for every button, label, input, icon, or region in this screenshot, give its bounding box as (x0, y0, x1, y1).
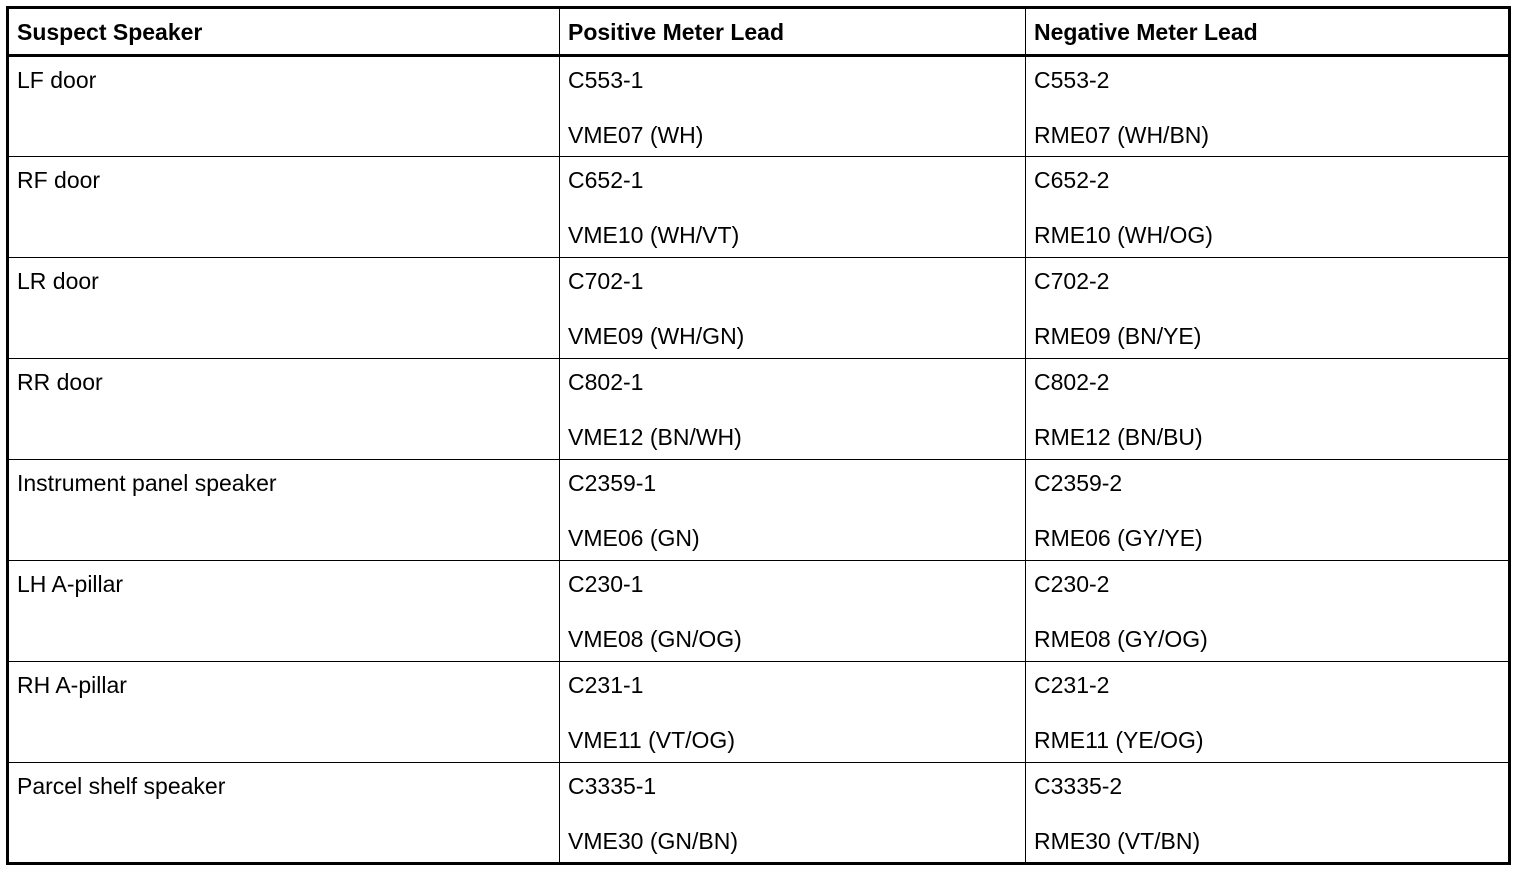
positive-circuit: VME06 (GN) (568, 525, 700, 551)
table-row (8, 157, 1510, 258)
speaker-name: LF door (17, 67, 97, 93)
header-suspect-speaker: Suspect Speaker (8, 8, 560, 56)
negative-lead-cell (1026, 763, 1510, 864)
positive-circuit: VME09 (WH/GN) (568, 323, 745, 349)
speaker-test-table (6, 6, 1511, 865)
negative-circuit: RME11 (YE/OG) (1034, 727, 1204, 753)
speaker-name: RR door (17, 369, 103, 395)
speaker-cell (8, 359, 560, 460)
speaker-cell (8, 157, 560, 258)
header-row (8, 8, 1510, 56)
speaker-name: LH A-pillar (17, 571, 124, 597)
positive-lead-cell (560, 662, 1026, 763)
positive-lead-cell (560, 56, 1026, 157)
speaker-name: RH A-pillar (17, 672, 127, 698)
speaker-name: LR door (17, 268, 99, 294)
negative-connector-pin: C230-2 (1034, 571, 1110, 597)
negative-circuit: RME09 (BN/YE) (1034, 323, 1202, 349)
negative-connector-pin: C2359-2 (1034, 470, 1123, 496)
positive-connector-pin: C652-1 (568, 167, 644, 193)
negative-circuit: RME07 (WH/BN) (1034, 122, 1210, 148)
positive-connector-pin: C553-1 (568, 67, 644, 93)
positive-circuit: VME12 (BN/WH) (568, 424, 742, 450)
positive-circuit: VME08 (GN/OG) (568, 626, 742, 652)
speaker-name: Parcel shelf speaker (17, 773, 226, 799)
positive-lead-cell (560, 258, 1026, 359)
positive-lead-cell (560, 359, 1026, 460)
negative-lead-cell (1026, 359, 1510, 460)
negative-circuit: RME30 (VT/BN) (1034, 828, 1201, 854)
positive-connector-pin: C3335-1 (568, 773, 657, 799)
speaker-cell (8, 561, 560, 662)
negative-connector-pin: C553-2 (1034, 67, 1110, 93)
table-row (8, 359, 1510, 460)
positive-circuit: VME07 (WH) (568, 122, 704, 148)
positive-connector-pin: C802-1 (568, 369, 644, 395)
speaker-cell (8, 763, 560, 864)
speaker-cell (8, 56, 560, 157)
positive-circuit: VME11 (VT/OG) (568, 727, 735, 753)
negative-lead-cell (1026, 662, 1510, 763)
table-row (8, 662, 1510, 763)
positive-connector-pin: C230-1 (568, 571, 644, 597)
positive-connector-pin: C231-1 (568, 672, 644, 698)
positive-circuit: VME10 (WH/VT) (568, 222, 740, 248)
table-row (8, 763, 1510, 864)
positive-lead-cell (560, 561, 1026, 662)
negative-connector-pin: C652-2 (1034, 167, 1110, 193)
speaker-cell (8, 460, 560, 561)
table-row (8, 258, 1510, 359)
negative-circuit: RME12 (BN/BU) (1034, 424, 1203, 450)
positive-connector-pin: C2359-1 (568, 470, 657, 496)
speaker-name: RF door (17, 167, 101, 193)
positive-lead-cell (560, 460, 1026, 561)
header-positive-meter-lead: Positive Meter Lead (560, 8, 1026, 56)
table-row (8, 561, 1510, 662)
positive-lead-cell (560, 763, 1026, 864)
negative-lead-cell (1026, 561, 1510, 662)
negative-lead-cell (1026, 258, 1510, 359)
negative-connector-pin: C702-2 (1034, 268, 1110, 294)
positive-lead-cell (560, 157, 1026, 258)
negative-circuit: RME08 (GY/OG) (1034, 626, 1208, 652)
header-negative-meter-lead: Negative Meter Lead (1026, 8, 1510, 56)
positive-connector-pin: C702-1 (568, 268, 644, 294)
negative-connector-pin: C3335-2 (1034, 773, 1123, 799)
negative-lead-cell (1026, 460, 1510, 561)
negative-lead-cell (1026, 56, 1510, 157)
speaker-cell (8, 258, 560, 359)
speaker-cell (8, 662, 560, 763)
table-row (8, 460, 1510, 561)
speaker-name: Instrument panel speaker (17, 470, 277, 496)
negative-connector-pin: C231-2 (1034, 672, 1110, 698)
negative-circuit: RME10 (WH/OG) (1034, 222, 1213, 248)
positive-circuit: VME30 (GN/BN) (568, 828, 738, 854)
negative-lead-cell (1026, 157, 1510, 258)
table-row (8, 56, 1510, 157)
negative-circuit: RME06 (GY/YE) (1034, 525, 1203, 551)
negative-connector-pin: C802-2 (1034, 369, 1110, 395)
